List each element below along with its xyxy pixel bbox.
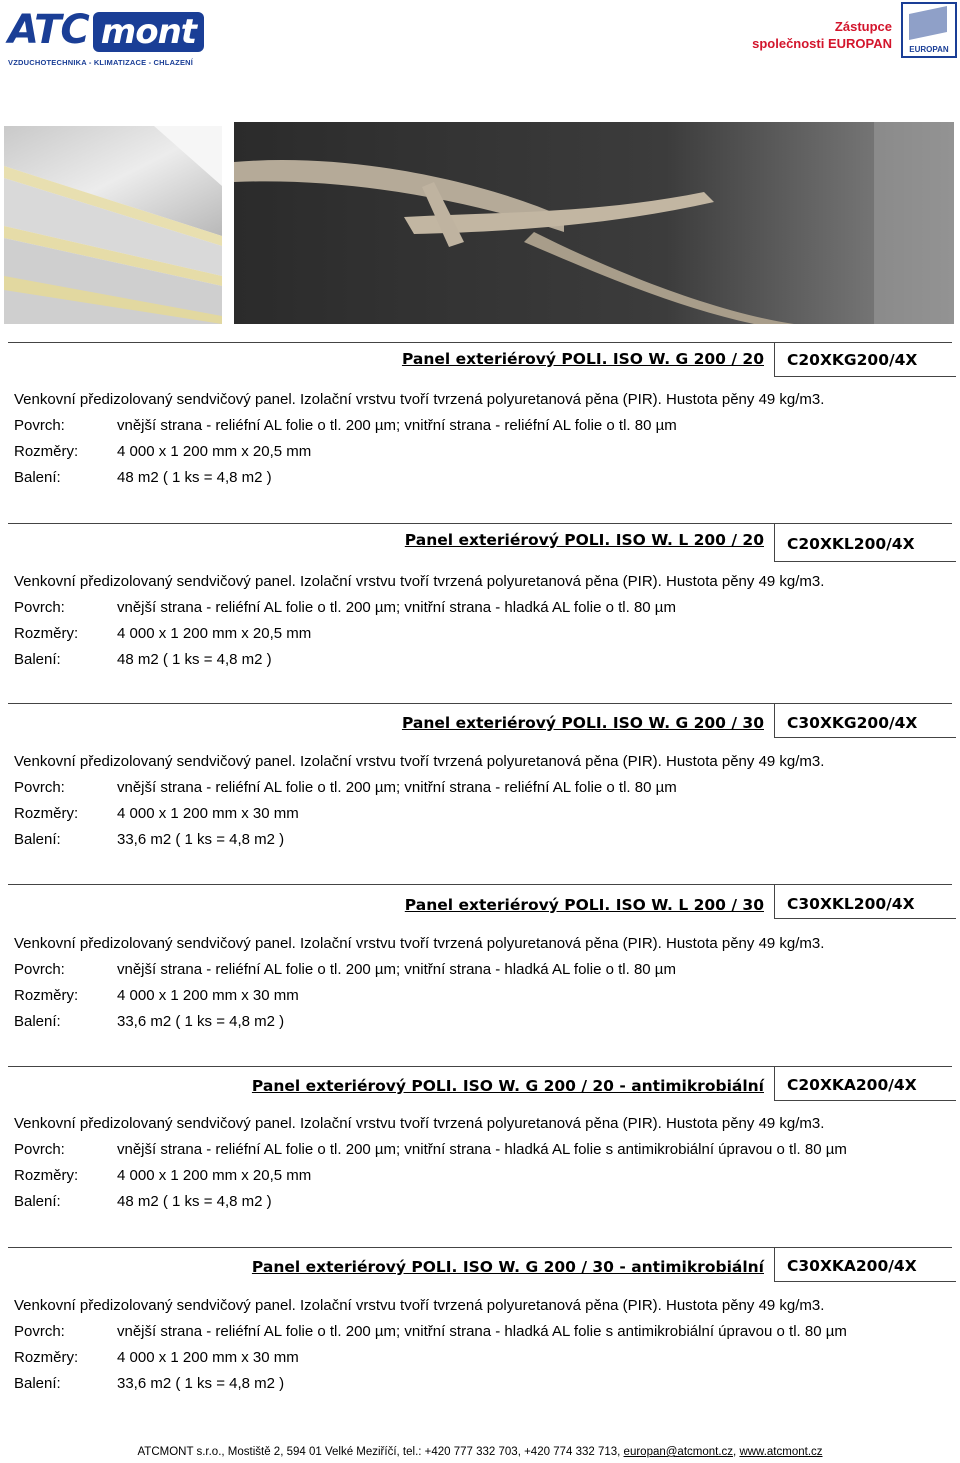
- spec-value: 33,6 m2 ( 1 ks = 4,8 m2 ): [117, 1013, 285, 1030]
- logo-mont-text: mont: [93, 12, 204, 52]
- product-description: Venkovní předizolovaný sendvičový panel. Izolační vrstvu tvoří tvrzená polyuretanová pěna (PIR). Hustota pěny 49 kg/m3.: [14, 391, 825, 408]
- spec-value: 48 m2 ( 1 ks = 4,8 m2 ): [117, 469, 272, 486]
- spec-value: 4 000 x 1 200 mm x 20,5 mm: [117, 625, 312, 642]
- spec-label: Rozměry:: [14, 443, 79, 460]
- panel-surface-photo: [234, 122, 954, 324]
- spec-label: Rozměry:: [14, 625, 79, 642]
- spec-label: Rozměry:: [14, 1349, 79, 1366]
- spec-value: vnější strana - reliéfní AL folie o tl. 200 µm; vnitřní strana - hladká AL folie s antimikrobiální úpravou o tl. 80 µm: [117, 1141, 847, 1158]
- product-code-box: [774, 703, 956, 738]
- spec-row-baleni: [14, 1013, 284, 1031]
- page-footer: [0, 1446, 960, 1458]
- panel-stack-photo: [4, 126, 222, 324]
- spec-row-baleni: [14, 469, 272, 487]
- spec-row-povrch: [14, 1323, 847, 1341]
- spec-value: 33,6 m2 ( 1 ks = 4,8 m2 ): [117, 831, 285, 848]
- spec-value: 4 000 x 1 200 mm x 30 mm: [117, 1349, 299, 1366]
- europan-logo-text: EUROPAN: [909, 45, 949, 54]
- spec-label: Rozměry:: [14, 987, 79, 1004]
- logo-tagline: VZDUCHOTECHNIKA - KLIMATIZACE - CHLAZENÍ: [8, 58, 194, 67]
- product-code: C20XKA200/4X: [787, 1076, 917, 1094]
- spec-row-rozmery: [14, 625, 311, 643]
- spec-value: vnější strana - reliéfní AL folie o tl. 200 µm; vnitřní strana - hladká AL folie o tl. 80 µm: [117, 599, 676, 616]
- spec-value: 4 000 x 1 200 mm x 30 mm: [117, 805, 299, 822]
- spec-row-rozmery: [14, 443, 311, 461]
- product-code: C20XKL200/4X: [787, 535, 915, 553]
- logo-atc-text: ATC: [8, 7, 89, 53]
- product-description: Venkovní předizolovaný sendvičový panel. Izolační vrstvu tvoří tvrzená polyuretanová pěna (PIR). Hustota pěny 49 kg/m3.: [14, 753, 825, 770]
- spec-row-rozmery: [14, 1167, 311, 1185]
- spec-row-baleni: [14, 1193, 272, 1211]
- spec-label: Povrch:: [14, 1323, 65, 1340]
- product-code-box: [774, 523, 956, 562]
- product-description: Venkovní předizolovaný sendvičový panel. Izolační vrstvu tvoří tvrzená polyuretanová pěna (PIR). Hustota pěny 49 kg/m3.: [14, 1297, 825, 1314]
- spec-value: 48 m2 ( 1 ks = 4,8 m2 ): [117, 1193, 272, 1210]
- spec-value: vnější strana - reliéfní AL folie o tl. 200 µm; vnitřní strana - reliéfní AL folie o tl. 80 µm: [117, 417, 677, 434]
- product-title: Panel exteriérový POLI. ISO W. G 200 / 20: [401, 350, 764, 368]
- logo-wordmark: [8, 8, 204, 52]
- spec-label: Povrch:: [14, 961, 65, 978]
- product-code-box: [774, 1247, 956, 1282]
- product-title: Panel exteriérový POLI. ISO W. G 200 / 20 - antimikrobiální: [251, 1077, 764, 1095]
- spec-row-rozmery: [14, 1349, 299, 1367]
- spec-row-baleni: [14, 1375, 284, 1393]
- product-code: C30XKA200/4X: [787, 1257, 917, 1275]
- spec-value: vnější strana - reliéfní AL folie o tl. 200 µm; vnitřní strana - hladká AL folie s antimikrobiální úpravou o tl. 80 µm: [117, 1323, 847, 1340]
- spec-value: 4 000 x 1 200 mm x 30 mm: [117, 987, 299, 1004]
- spec-value: vnější strana - reliéfní AL folie o tl. 200 µm; vnitřní strana - reliéfní AL folie o tl. 80 µm: [117, 779, 677, 796]
- spec-value: 4 000 x 1 200 mm x 20,5 mm: [117, 443, 312, 460]
- footer-web-link[interactable]: www.atcmont.cz: [739, 1446, 823, 1458]
- product-code-box: [774, 1066, 956, 1101]
- spec-value: vnější strana - reliéfní AL folie o tl. 200 µm; vnitřní strana - hladká AL folie o tl. 80 µm: [117, 961, 676, 978]
- product-description: Venkovní předizolovaný sendvičový panel. Izolační vrstvu tvoří tvrzená polyuretanová pěna (PIR). Hustota pěny 49 kg/m3.: [14, 573, 825, 590]
- representative-note: [752, 18, 892, 52]
- spec-label: Balení:: [14, 1013, 61, 1030]
- product-code-box: [774, 884, 956, 919]
- product-section: [0, 703, 960, 873]
- footer-email-link[interactable]: europan@atcmont.cz: [623, 1446, 734, 1458]
- product-section: [0, 884, 960, 1054]
- page-header: [0, 0, 960, 80]
- europan-panel-icon: [909, 6, 947, 40]
- product-title: Panel exteriérový POLI. ISO W. L 200 / 30: [404, 896, 764, 914]
- product-title: Panel exteriérový POLI. ISO W. G 200 / 30: [401, 714, 764, 732]
- spec-label: Povrch:: [14, 417, 65, 434]
- footer-company-info: ATCMONT s.r.o., Mostiště 2, 594 01 Velké Meziříčí, tel.: +420 777 332 703, +420 774 332 713,: [137, 1446, 621, 1458]
- product-title: Panel exteriérový POLI. ISO W. L 200 / 20: [404, 531, 764, 549]
- product-section: [0, 342, 960, 512]
- representative-line-2: společnosti EUROPAN: [752, 36, 892, 51]
- product-code: C20XKG200/4X: [787, 351, 918, 369]
- atcmont-logo: [8, 8, 223, 70]
- product-title: Panel exteriérový POLI. ISO W. G 200 / 30 - antimikrobiální: [251, 1258, 764, 1276]
- spec-row-rozmery: [14, 805, 299, 823]
- spec-label: Povrch:: [14, 779, 65, 796]
- spec-row-baleni: [14, 831, 284, 849]
- spec-row-povrch: [14, 417, 677, 435]
- spec-row-baleni: [14, 651, 272, 669]
- spec-row-povrch: [14, 599, 676, 617]
- spec-label: Rozměry:: [14, 805, 79, 822]
- product-section: [0, 523, 960, 693]
- product-section: [0, 1066, 960, 1236]
- spec-value: 4 000 x 1 200 mm x 20,5 mm: [117, 1167, 312, 1184]
- europan-logo: [901, 2, 957, 58]
- spec-row-povrch: [14, 961, 676, 979]
- product-code: C30XKG200/4X: [787, 714, 918, 732]
- spec-label: Rozměry:: [14, 1167, 79, 1184]
- spec-label: Povrch:: [14, 599, 65, 616]
- product-code-box: [774, 342, 956, 377]
- spec-row-povrch: [14, 779, 677, 797]
- spec-value: 48 m2 ( 1 ks = 4,8 m2 ): [117, 651, 272, 668]
- spec-label: Balení:: [14, 469, 61, 486]
- spec-label: Balení:: [14, 1375, 61, 1392]
- spec-label: Balení:: [14, 831, 61, 848]
- spec-label: Povrch:: [14, 1141, 65, 1158]
- spec-value: 33,6 m2 ( 1 ks = 4,8 m2 ): [117, 1375, 285, 1392]
- product-description: Venkovní předizolovaný sendvičový panel. Izolační vrstvu tvoří tvrzená polyuretanová pěna (PIR). Hustota pěny 49 kg/m3.: [14, 935, 825, 952]
- product-description: Venkovní předizolovaný sendvičový panel. Izolační vrstvu tvoří tvrzená polyuretanová pěna (PIR). Hustota pěny 49 kg/m3.: [14, 1115, 825, 1132]
- spec-row-povrch: [14, 1141, 847, 1159]
- spec-row-rozmery: [14, 987, 299, 1005]
- product-code: C30XKL200/4X: [787, 895, 915, 913]
- footer-separator: ,: [733, 1446, 737, 1458]
- representative-line-1: Zástupce: [834, 19, 892, 34]
- product-section: [0, 1247, 960, 1417]
- spec-label: Balení:: [14, 651, 61, 668]
- spec-label: Balení:: [14, 1193, 61, 1210]
